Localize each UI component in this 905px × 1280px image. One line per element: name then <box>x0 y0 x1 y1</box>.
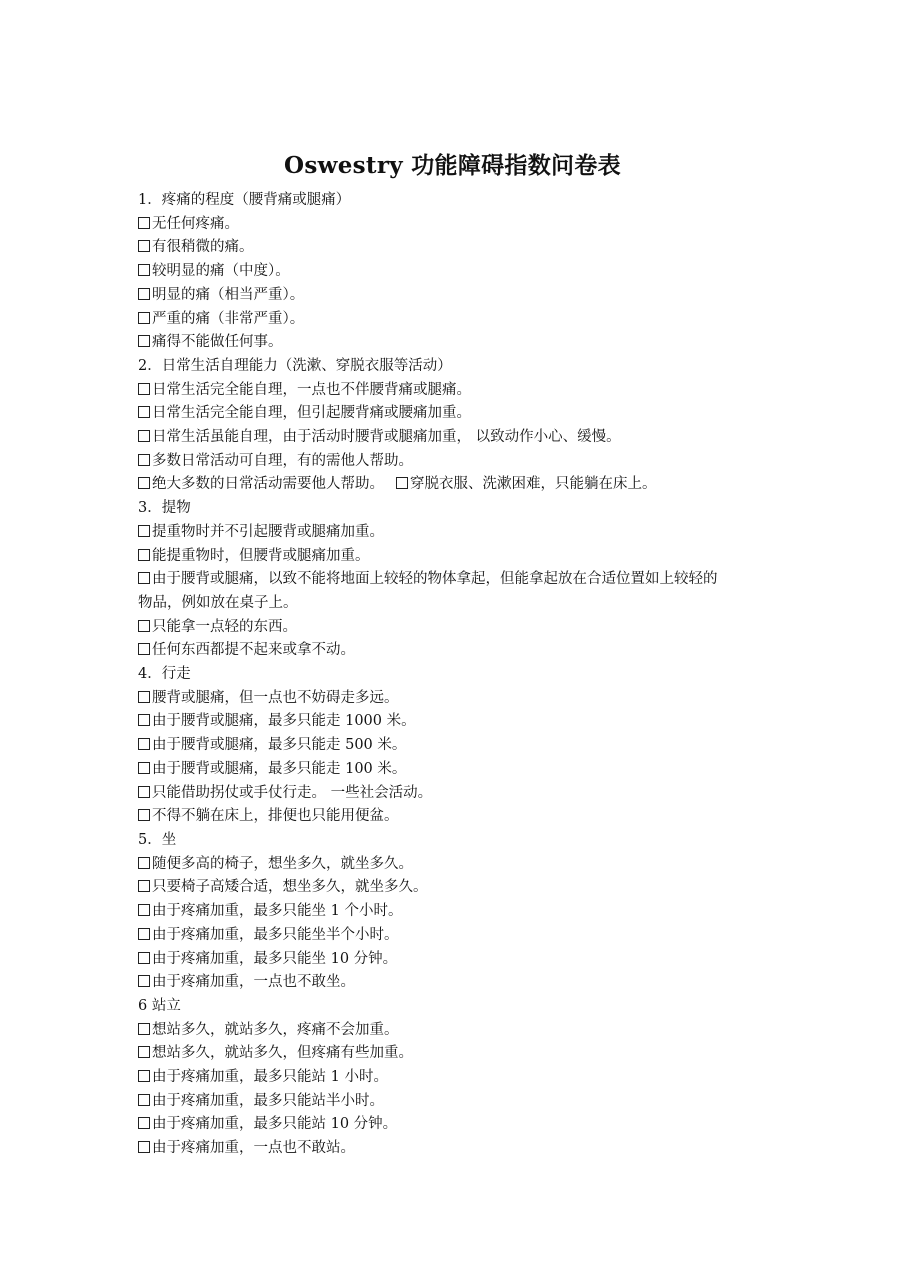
checkbox-icon[interactable] <box>138 312 150 324</box>
option-row: 想站多久，就站多久，疼痛不会加重。 <box>138 1019 788 1043</box>
checkbox-icon[interactable] <box>138 928 150 940</box>
checkbox-icon[interactable] <box>138 1094 150 1106</box>
option-row: 日常生活虽能自理，由于活动时腰背或腿痛加重， 以致动作小心、缓慢。 <box>138 426 788 450</box>
option-row-combined: 绝大多数的日常活动需要他人帮助。 穿脱衣服、洗漱困难，只能躺在床上。 <box>138 473 788 497</box>
checkbox-icon[interactable] <box>138 880 150 892</box>
option-row: 无任何疼痛。 <box>138 213 788 237</box>
checkbox-icon[interactable] <box>138 525 150 537</box>
option-row: 不得不躺在床上，排便也只能用便盆。 <box>138 805 788 829</box>
section-heading-standing: 6 站立 <box>138 997 181 1014</box>
section-heading-walking: 4．行走 <box>138 666 191 683</box>
checkbox-icon[interactable] <box>138 952 150 964</box>
option-row-wrapped: 由于腰背或腿痛，以致不能将地面上较轻的物体拿起，但能拿起放在合适位置如上较轻的 <box>138 568 788 592</box>
option-row: 腰背或腿痛，但一点也不妨碍走多远。 <box>138 687 788 711</box>
section-heading-self-care: 2．日常生活自理能力（洗漱、穿脱衣服等活动） <box>138 357 452 374</box>
page-title: Oswestry 功能障碍指数问卷表 <box>284 152 621 179</box>
checkbox-icon[interactable] <box>138 691 150 703</box>
option-row: 由于疼痛加重，一点也不敢站。 <box>138 1137 788 1161</box>
checkbox-icon[interactable] <box>138 406 150 418</box>
checkbox-icon[interactable] <box>396 477 408 489</box>
option-row: 由于疼痛加重，最多只能站 1 小时。 <box>138 1066 788 1090</box>
option-row: 随便多高的椅子，想坐多久，就坐多久。 <box>138 853 788 877</box>
option-row: 由于腰背或腿痛，最多只能走 1000 米。 <box>138 710 788 734</box>
checkbox-icon[interactable] <box>138 762 150 774</box>
checkbox-icon[interactable] <box>138 264 150 276</box>
option-row: 明显的痛（相当严重）。 <box>138 284 788 308</box>
checkbox-icon[interactable] <box>138 786 150 798</box>
checkbox-icon[interactable] <box>138 1046 150 1058</box>
option-row: 较明显的痛（中度）。 <box>138 260 788 284</box>
section-heading-pain: 1．疼痛的程度（腰背痛或腿痛） <box>138 192 351 208</box>
option-row: 痛得不能做任何事。 <box>138 331 788 355</box>
option-row: 只能拿一点轻的东西。 <box>138 616 788 640</box>
questionnaire-body <box>138 189 788 1161</box>
checkbox-icon[interactable] <box>138 430 150 442</box>
option-row-continuation: 物品，例如放在桌子上。 <box>138 594 298 611</box>
checkbox-icon[interactable] <box>138 714 150 726</box>
option-row: 严重的痛（非常严重）。 <box>138 308 788 332</box>
option-row: 由于疼痛加重，一点也不敢坐。 <box>138 971 788 995</box>
checkbox-icon[interactable] <box>138 857 150 869</box>
option-row: 由于疼痛加重，最多只能坐半个小时。 <box>138 924 788 948</box>
option-row: 由于疼痛加重，最多只能站半小时。 <box>138 1090 788 1114</box>
option-row: 由于疼痛加重，最多只能坐 10 分钟。 <box>138 948 788 972</box>
checkbox-icon[interactable] <box>138 549 150 561</box>
option-row: 只要椅子高矮合适，想坐多久，就坐多久。 <box>138 876 788 900</box>
checkbox-icon[interactable] <box>138 454 150 466</box>
checkbox-icon[interactable] <box>138 904 150 916</box>
checkbox-icon[interactable] <box>138 335 150 347</box>
checkbox-icon[interactable] <box>138 477 150 489</box>
checkbox-icon[interactable] <box>138 809 150 821</box>
option-row: 提重物时并不引起腰背或腿痛加重。 <box>138 521 788 545</box>
checkbox-icon[interactable] <box>138 975 150 987</box>
checkbox-icon[interactable] <box>138 738 150 750</box>
option-row: 由于疼痛加重，最多只能坐 1 个小时。 <box>138 900 788 924</box>
section-heading-lifting: 3．提物 <box>138 500 191 517</box>
option-row: 想站多久，就站多久，但疼痛有些加重。 <box>138 1042 788 1066</box>
option-row: 有很稍微的痛。 <box>138 236 788 260</box>
checkbox-icon[interactable] <box>138 383 150 395</box>
checkbox-icon[interactable] <box>138 288 150 300</box>
option-row: 多数日常活动可自理，有的需他人帮助。 <box>138 450 788 474</box>
option-row: 由于腰背或腿痛，最多只能走 100 米。 <box>138 758 788 782</box>
option-row: 只能借助拐仗或手仗行走。 一些社会活动。 <box>138 782 788 806</box>
checkbox-icon[interactable] <box>138 1023 150 1035</box>
checkbox-icon[interactable] <box>138 240 150 252</box>
checkbox-icon[interactable] <box>138 1141 150 1153</box>
option-row: 由于疼痛加重，最多只能站 10 分钟。 <box>138 1113 788 1137</box>
checkbox-icon[interactable] <box>138 1070 150 1082</box>
section-heading-sitting: 5．坐 <box>138 831 177 848</box>
option-row: 日常生活完全能自理，但引起腰背痛或腰痛加重。 <box>138 402 788 426</box>
option-row: 能提重物时，但腰背或腿痛加重。 <box>138 545 788 569</box>
checkbox-icon[interactable] <box>138 572 150 584</box>
checkbox-icon[interactable] <box>138 643 150 655</box>
checkbox-icon[interactable] <box>138 620 150 632</box>
option-row: 由于腰背或腿痛，最多只能走 500 米。 <box>138 734 788 758</box>
option-row: 日常生活完全能自理，一点也不伴腰背痛或腿痛。 <box>138 379 788 403</box>
option-row: 任何东西都提不起来或拿不动。 <box>138 639 788 663</box>
checkbox-icon[interactable] <box>138 1117 150 1129</box>
checkbox-icon[interactable] <box>138 217 150 229</box>
